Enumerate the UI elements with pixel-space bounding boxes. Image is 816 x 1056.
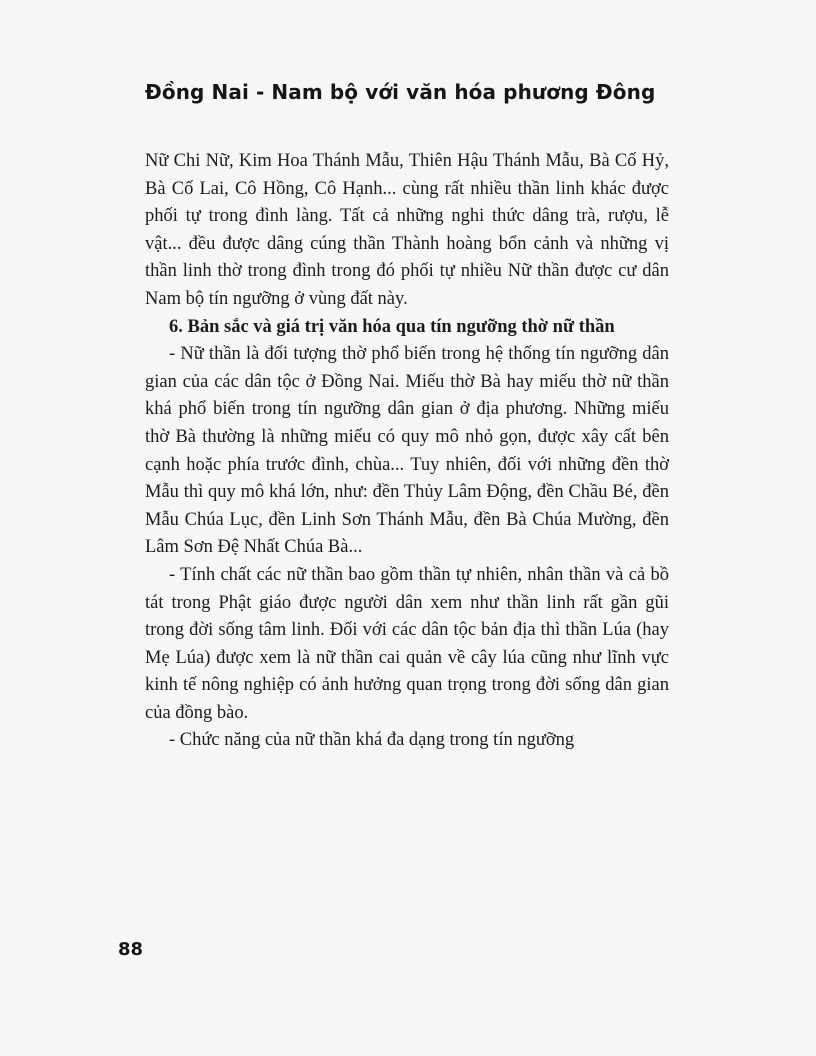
- section-heading: 6. Bản sắc và giá trị văn hóa qua tín ngưỡng thờ nữ thần: [169, 316, 615, 337]
- paragraph: - Chức năng của nữ thần khá đa dạng trong tín ngưỡng: [169, 730, 575, 751]
- paragraph: - Nữ thần là đối tượng thờ phổ biến trong hệ thống tín ngưỡng dân gian của các dân tộc ở Đồng Nai. Miếu thờ Bà hay miếu thờ nữ thần khá phổ biến trong tín ngưỡng dân gian ở địa phương. Những miếu thờ Bà thường là những miếu có quy mô nhỏ gọn, được xây cất bên cạnh hoặc phía trước đình, chùa... Tuy nhiên, đối với những đền thờ Mẫu thì quy mô khá lớn, như: đền Thủy Lâm Động, đền Chầu Bé, đền Mẫu Chúa Lục, đền Linh Sơn Thánh Mẫu, đền Bà Chúa Mường, đền Lâm Sơn Đệ Nhất Chúa Bà...: [145, 344, 669, 558]
- body-text: [145, 148, 669, 755]
- running-header-title: Đồng Nai - Nam bộ với văn hóa phương Đông: [145, 80, 656, 104]
- paragraph: - Tính chất các nữ thần bao gồm thần tự nhiên, nhân thần và cả bồ tát trong Phật giáo được người dân xem như thần linh rất gần gũi trong đời sống tâm linh. Đối với các dân tộc bản địa thì thần Lúa (hay Mẹ Lúa) được xem là nữ thần cai quản về cây lúa cũng như lĩnh vực kinh tế nông nghiệp có ảnh hưởng quan trọng trong đời sống dân gian của đồng bào.: [145, 564, 669, 723]
- page-number: 88: [118, 939, 144, 960]
- paragraph-continued: Nữ Chi Nữ, Kim Hoa Thánh Mẫu, Thiên Hậu Thánh Mẫu, Bà Cố Hỷ, Bà Cố Lai, Cô Hồng, Cô Hạnh... cùng rất nhiều thần linh khác được phối tự trong đình làng. Tất cả những nghi thức dâng trà, rượu, lễ vật... đều được dâng cúng thần Thành hoàng bổn cảnh và những vị thần linh thờ trong đình trong đó phối tự nhiều Nữ thần được cư dân Nam bộ tín ngưỡng ở vùng đất này.: [145, 151, 669, 309]
